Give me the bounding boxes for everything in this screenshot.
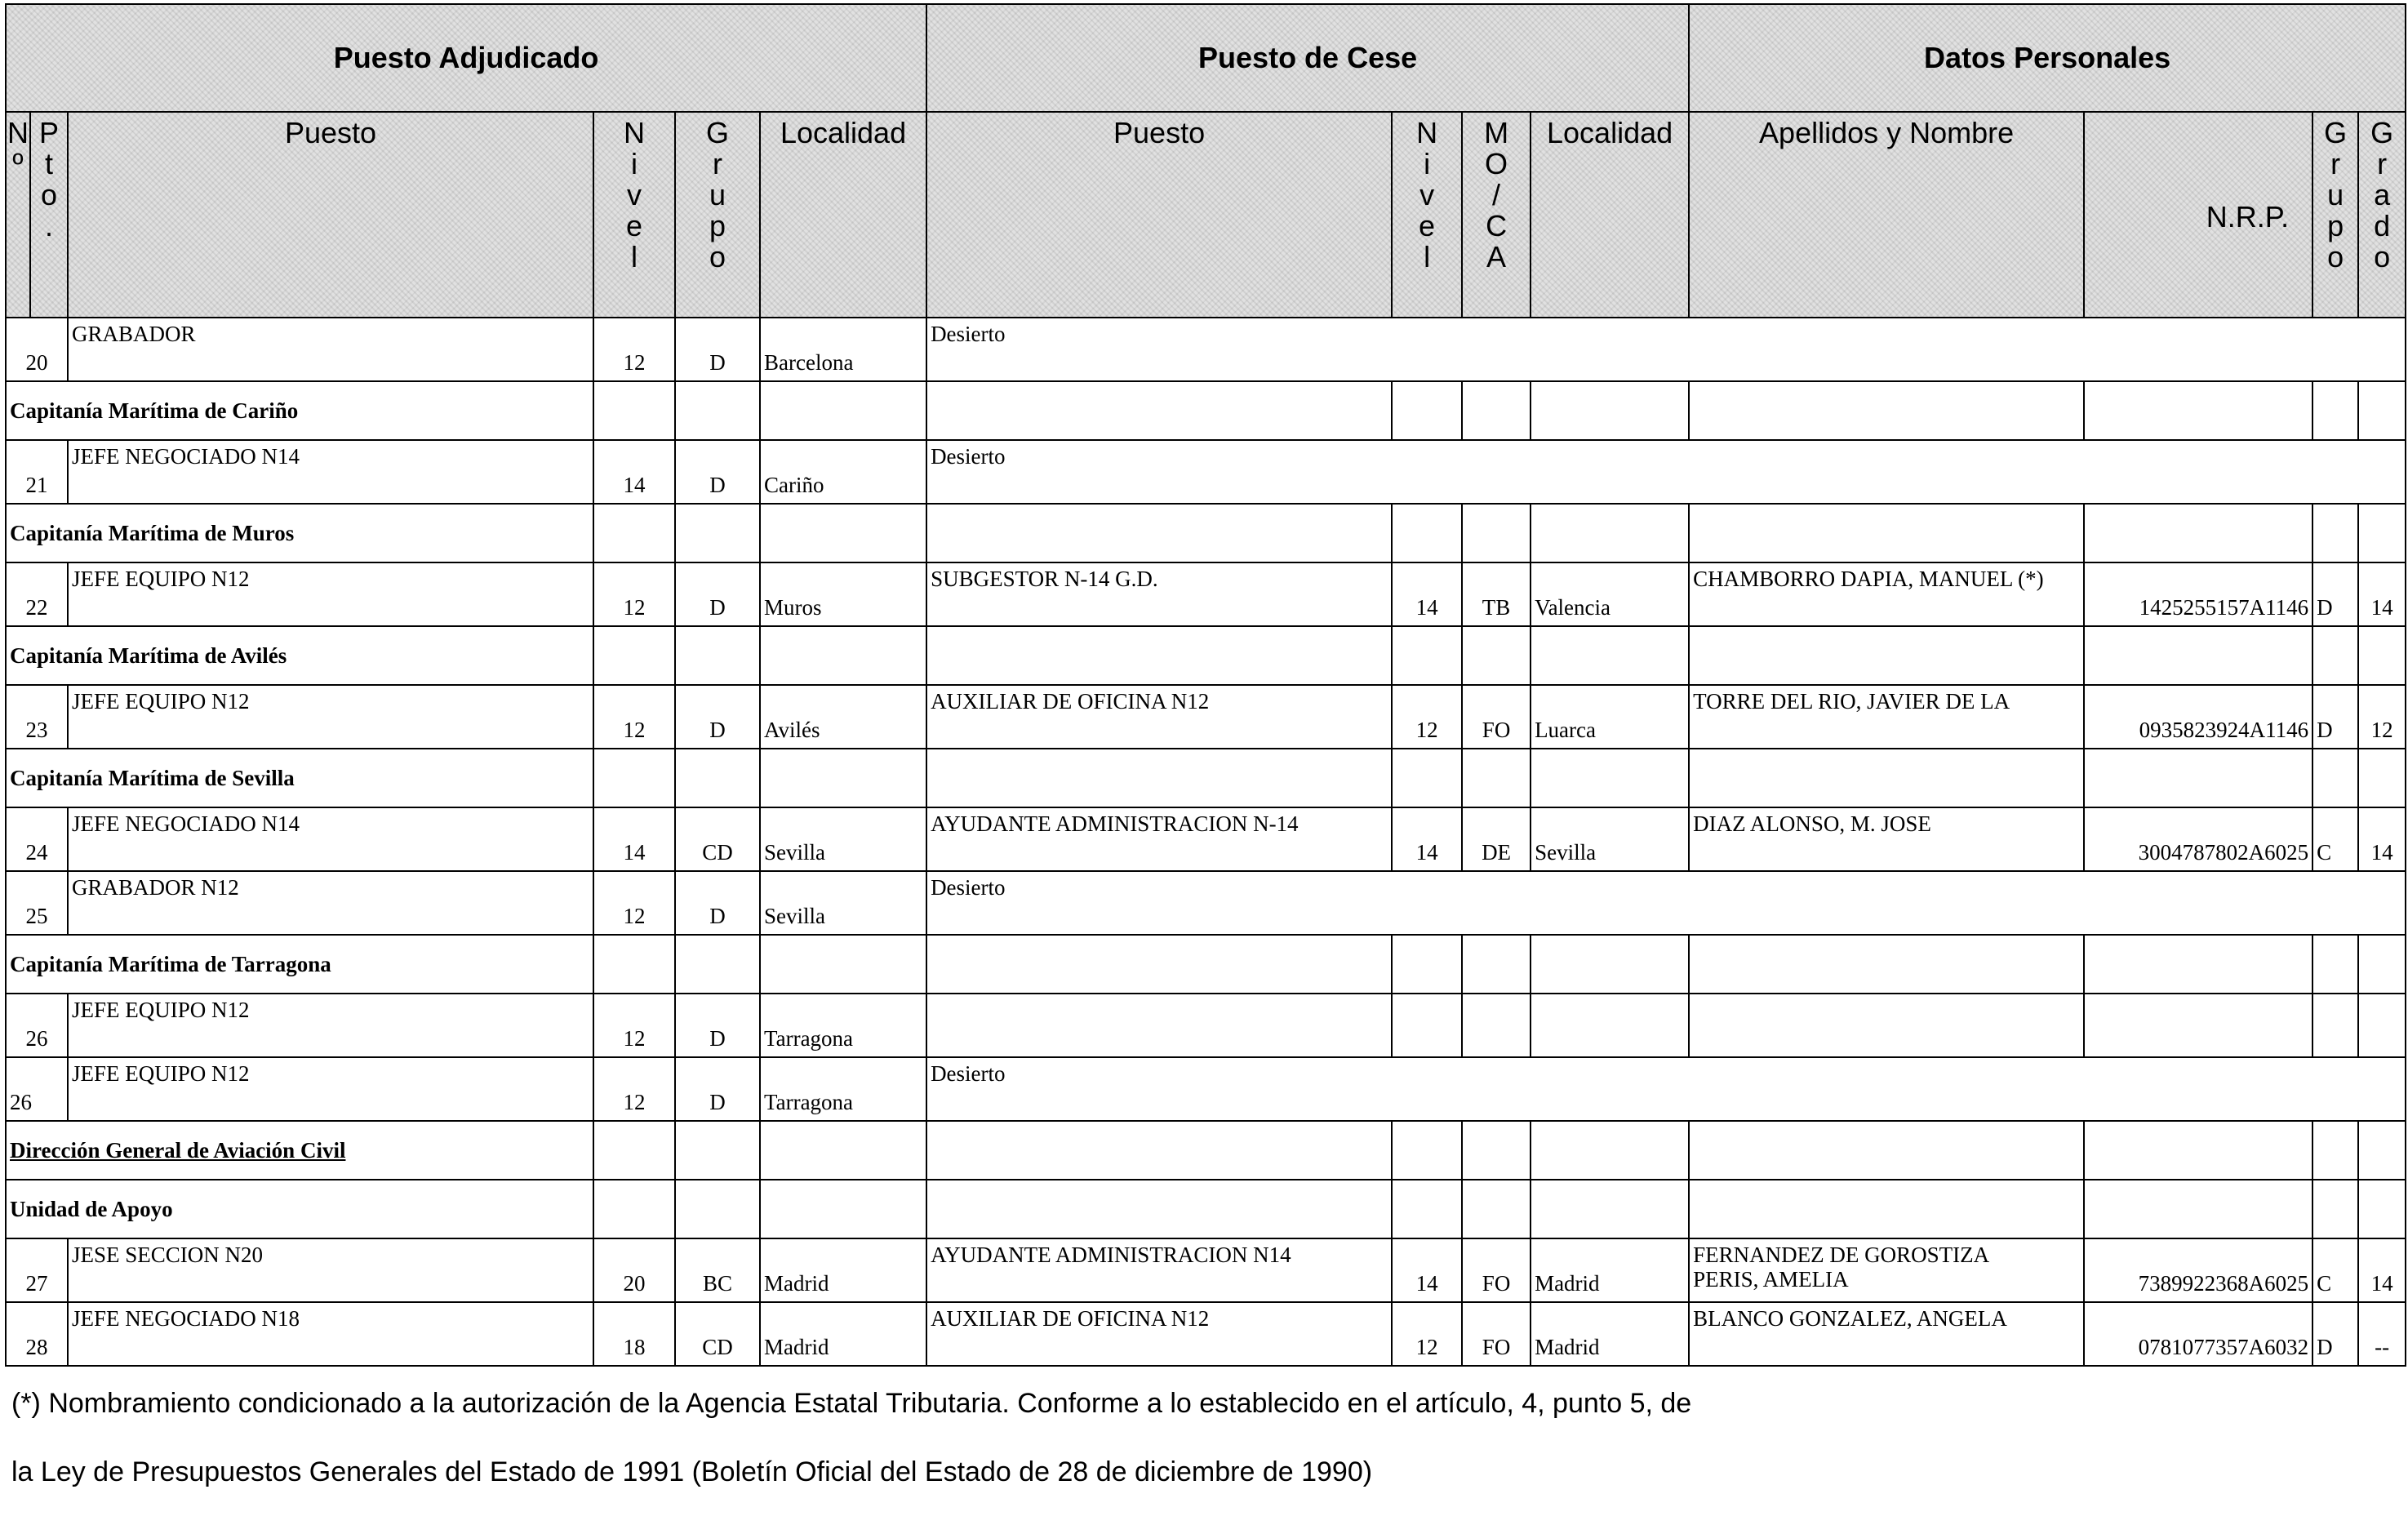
cese-puesto-cell: AUXILIAR DE OFICINA N12 [926, 1302, 1392, 1366]
empty-cell [2358, 749, 2406, 807]
cese-localidad-cell: Madrid [1531, 1302, 1689, 1366]
empty-cell [926, 626, 1392, 685]
empty-cell [2084, 504, 2312, 562]
nombre-cell: FERNANDEZ DE GOROSTIZA PERIS, AMELIA [1689, 1238, 2084, 1302]
empty-cell [1531, 504, 1689, 562]
table-row [6, 1238, 2406, 1302]
col-grado [2358, 112, 2406, 318]
empty-cell [2312, 749, 2358, 807]
cese-nivel-cell [1392, 994, 1462, 1057]
col-grupo-label: G r u p o [705, 116, 729, 273]
empty-cell [2358, 935, 2406, 994]
section-row [6, 626, 2406, 685]
cese-nivel-cell: 12 [1392, 1302, 1462, 1366]
footnotes [11, 1388, 1691, 1525]
row-number: 28 [6, 1302, 68, 1366]
empty-cell [1689, 1180, 2084, 1238]
grado-cell: 14 [2358, 1238, 2406, 1302]
grado-cell: -- [2358, 1302, 2406, 1366]
group-puesto-cese: Puesto de Cese [926, 4, 1689, 112]
empty-cell [1462, 381, 1531, 440]
row-number: 26 [6, 994, 68, 1057]
empty-cell [1462, 749, 1531, 807]
localidad-cell: Tarragona [760, 1057, 926, 1121]
cese-status: Desierto [926, 318, 2406, 381]
localidad-cell: Madrid [760, 1302, 926, 1366]
cese-nivel-cell: 14 [1392, 807, 1462, 871]
nivel-cell: 12 [593, 685, 675, 749]
empty-cell [926, 749, 1392, 807]
cese-status: Desierto [926, 871, 2406, 935]
row-number: 23 [6, 685, 68, 749]
section-title: Capitanía Marítima de Tarragona [6, 935, 593, 994]
section-title: Capitanía Marítima de Muros [6, 504, 593, 562]
row-number: 27 [6, 1238, 68, 1302]
section-row [6, 935, 2406, 994]
row-number: 22 [6, 562, 68, 626]
empty-cell [1462, 1180, 1531, 1238]
grupo-cell: CD [675, 1302, 760, 1366]
table-row [6, 807, 2406, 871]
empty-cell [2358, 626, 2406, 685]
grupo-cell: D [675, 1057, 760, 1121]
group-header-row [6, 4, 2406, 112]
empty-cell [593, 381, 675, 440]
empty-cell [2084, 381, 2312, 440]
localidad-cell: Barcelona [760, 318, 926, 381]
empty-cell [1392, 1180, 1462, 1238]
table-row [6, 1057, 2406, 1121]
empty-cell [1531, 935, 1689, 994]
empty-cell [2312, 504, 2358, 562]
empty-cell [1392, 504, 1462, 562]
group-datos-personales: Datos Personales [1689, 4, 2406, 112]
section-row [6, 1121, 2406, 1180]
empty-cell [2312, 935, 2358, 994]
row-number: 21 [6, 440, 68, 504]
empty-cell [2312, 1180, 2358, 1238]
col-localidad-cese: Localidad [1531, 112, 1689, 318]
localidad-cell: Sevilla [760, 871, 926, 935]
section-title: Capitanía Marítima de Cariño [6, 381, 593, 440]
assignments-table [5, 3, 2406, 1367]
empty-cell [760, 381, 926, 440]
cese-status: Desierto [926, 1057, 2406, 1121]
empty-cell [2084, 626, 2312, 685]
empty-cell [2358, 1180, 2406, 1238]
col-nrp: N.R.P. [2084, 112, 2312, 318]
grupo-cell: D [675, 562, 760, 626]
group-puesto-adjudicado: Puesto Adjudicado [6, 4, 926, 112]
grupo-personal-cell: D [2312, 685, 2358, 749]
col-apellidos: Apellidos y Nombre [1689, 112, 2084, 318]
row-number: 25 [6, 871, 68, 935]
cese-puesto-cell [926, 994, 1392, 1057]
cese-nivel-cell: 14 [1392, 562, 1462, 626]
col-nivel-label: N i v e l [624, 116, 645, 273]
col-moca-label: M O / C A [1484, 116, 1509, 273]
empty-cell [926, 1180, 1392, 1238]
empty-cell [1462, 935, 1531, 994]
table-row [6, 1302, 2406, 1366]
empty-cell [2312, 381, 2358, 440]
section-row [6, 381, 2406, 440]
nrp-cell: 3004787802A6025 [2084, 807, 2312, 871]
empty-cell [760, 935, 926, 994]
section-title: Capitanía Marítima de Sevilla [6, 749, 593, 807]
cese-nivel-cell: 12 [1392, 685, 1462, 749]
empty-cell [593, 935, 675, 994]
empty-cell [1392, 626, 1462, 685]
grupo-cell: BC [675, 1238, 760, 1302]
section-row [6, 504, 2406, 562]
col-puesto-cese: Puesto [926, 112, 1392, 318]
grupo-personal-cell: D [2312, 562, 2358, 626]
moca-cell: FO [1462, 685, 1531, 749]
grupo-cell: D [675, 994, 760, 1057]
nombre-cell: CHAMBORRO DAPIA, MANUEL (*) [1689, 562, 2084, 626]
empty-cell [760, 749, 926, 807]
nombre-cell: DIAZ ALONSO, M. JOSE [1689, 807, 2084, 871]
column-header-row [6, 112, 2406, 318]
col-grado-label: G r a d o [2370, 116, 2394, 273]
empty-cell [593, 1121, 675, 1180]
empty-cell [675, 749, 760, 807]
empty-cell [675, 504, 760, 562]
empty-cell [1689, 749, 2084, 807]
empty-cell [760, 1180, 926, 1238]
col-moca [1462, 112, 1531, 318]
nivel-cell: 12 [593, 318, 675, 381]
empty-cell [1392, 749, 1462, 807]
nivel-cell: 20 [593, 1238, 675, 1302]
col-pto [30, 112, 68, 318]
cese-status: Desierto [926, 440, 2406, 504]
table-row [6, 562, 2406, 626]
empty-cell [1531, 1180, 1689, 1238]
empty-cell [1392, 381, 1462, 440]
col-grupo [675, 112, 760, 318]
empty-cell [675, 1121, 760, 1180]
nombre-cell: BLANCO GONZALEZ, ANGELA [1689, 1302, 2084, 1366]
empty-cell [1531, 626, 1689, 685]
empty-cell [926, 381, 1392, 440]
cese-localidad-cell [1531, 994, 1689, 1057]
empty-cell [675, 626, 760, 685]
empty-cell [2084, 935, 2312, 994]
empty-cell [2084, 1121, 2312, 1180]
moca-cell: FO [1462, 1302, 1531, 1366]
puesto-cell: JEFE EQUIPO N12 [68, 994, 593, 1057]
cese-nivel-cell: 14 [1392, 1238, 1462, 1302]
section-title: Unidad de Apoyo [6, 1180, 593, 1238]
grupo-cell: D [675, 440, 760, 504]
empty-cell [593, 504, 675, 562]
puesto-cell: JEFE NEGOCIADO N18 [68, 1302, 593, 1366]
row-number: 20 [6, 318, 68, 381]
empty-cell [760, 504, 926, 562]
empty-cell [1531, 1121, 1689, 1180]
empty-cell [1689, 381, 2084, 440]
empty-cell [1689, 935, 2084, 994]
empty-cell [593, 626, 675, 685]
grado-cell [2358, 994, 2406, 1057]
footnote-line-2: la Ley de Presupuestos Generales del Estado de 1991 (Boletín Oficial del Estado de 28 de diciembre de 1990) [11, 1456, 1373, 1487]
puesto-cell: JEFE NEGOCIADO N14 [68, 807, 593, 871]
col-grupo-personal-label: G r u p o [2324, 116, 2348, 273]
empty-cell [1392, 1121, 1462, 1180]
cese-puesto-cell: AYUDANTE ADMINISTRACION N14 [926, 1238, 1392, 1302]
grupo-cell: D [675, 685, 760, 749]
empty-cell [1531, 381, 1689, 440]
cese-localidad-cell: Luarca [1531, 685, 1689, 749]
puesto-cell: GRABADOR [68, 318, 593, 381]
grupo-personal-cell [2312, 994, 2358, 1057]
empty-cell [1462, 504, 1531, 562]
empty-cell [675, 381, 760, 440]
nivel-cell: 18 [593, 1302, 675, 1366]
empty-cell [926, 504, 1392, 562]
nrp-cell [2084, 994, 2312, 1057]
puesto-cell: JESE SECCION N20 [68, 1238, 593, 1302]
empty-cell [760, 626, 926, 685]
cese-localidad-cell: Valencia [1531, 562, 1689, 626]
nivel-cell: 12 [593, 871, 675, 935]
nrp-cell: 0935823924A1146 [2084, 685, 2312, 749]
col-nivel-cese-label: N i v e l [1416, 116, 1438, 273]
section-row [6, 1180, 2406, 1238]
cese-localidad-cell: Sevilla [1531, 807, 1689, 871]
col-grupo-personal [2312, 112, 2358, 318]
empty-cell [2358, 504, 2406, 562]
empty-cell [1462, 626, 1531, 685]
empty-cell [1392, 935, 1462, 994]
empty-cell [2312, 1121, 2358, 1180]
empty-cell [1689, 1121, 2084, 1180]
localidad-cell: Madrid [760, 1238, 926, 1302]
cese-puesto-cell: SUBGESTOR N-14 G.D. [926, 562, 1392, 626]
row-number: 26 [6, 1057, 68, 1121]
nivel-cell: 12 [593, 562, 675, 626]
col-nivel-cese [1392, 112, 1462, 318]
col-pto-label: P t o . [38, 116, 59, 242]
grupo-personal-cell: C [2312, 1238, 2358, 1302]
empty-cell [2312, 626, 2358, 685]
cese-localidad-cell: Madrid [1531, 1238, 1689, 1302]
table-row [6, 994, 2406, 1057]
empty-cell [1462, 1121, 1531, 1180]
nrp-cell: 0781077357A6032 [2084, 1302, 2312, 1366]
grado-cell: 12 [2358, 685, 2406, 749]
puesto-cell: JEFE EQUIPO N12 [68, 562, 593, 626]
empty-cell [1531, 749, 1689, 807]
grupo-cell: D [675, 871, 760, 935]
nrp-cell: 7389922368A6025 [2084, 1238, 2312, 1302]
empty-cell [760, 1121, 926, 1180]
table-row [6, 871, 2406, 935]
empty-cell [675, 935, 760, 994]
empty-cell [1689, 504, 2084, 562]
section-row [6, 749, 2406, 807]
localidad-cell: Avilés [760, 685, 926, 749]
nivel-cell: 14 [593, 440, 675, 504]
grupo-personal-cell: D [2312, 1302, 2358, 1366]
col-puesto: Puesto [68, 112, 593, 318]
empty-cell [2084, 1180, 2312, 1238]
moca-cell: TB [1462, 562, 1531, 626]
empty-cell [1689, 626, 2084, 685]
col-nivel [593, 112, 675, 318]
puesto-cell: GRABADOR N12 [68, 871, 593, 935]
section-title: Capitanía Marítima de Avilés [6, 626, 593, 685]
grupo-cell: D [675, 318, 760, 381]
nombre-cell: TORRE DEL RIO, JAVIER DE LA [1689, 685, 2084, 749]
col-no [6, 112, 30, 318]
section-title: Dirección General de Aviación Civil [6, 1121, 593, 1180]
grado-cell: 14 [2358, 562, 2406, 626]
empty-cell [2358, 381, 2406, 440]
col-no-label: N º [7, 116, 29, 180]
row-number: 24 [6, 807, 68, 871]
empty-cell [675, 1180, 760, 1238]
empty-cell [593, 1180, 675, 1238]
empty-cell [593, 749, 675, 807]
localidad-cell: Sevilla [760, 807, 926, 871]
puesto-cell: JEFE NEGOCIADO N14 [68, 440, 593, 504]
moca-cell [1462, 994, 1531, 1057]
moca-cell: DE [1462, 807, 1531, 871]
cese-puesto-cell: AUXILIAR DE OFICINA N12 [926, 685, 1392, 749]
empty-cell [926, 935, 1392, 994]
nivel-cell: 12 [593, 994, 675, 1057]
empty-cell [2084, 749, 2312, 807]
puesto-cell: JEFE EQUIPO N12 [68, 685, 593, 749]
nivel-cell: 12 [593, 1057, 675, 1121]
table-row [6, 685, 2406, 749]
table-row [6, 440, 2406, 504]
localidad-cell: Tarragona [760, 994, 926, 1057]
empty-cell [2358, 1121, 2406, 1180]
grupo-personal-cell: C [2312, 807, 2358, 871]
cese-puesto-cell: AYUDANTE ADMINISTRACION N-14 [926, 807, 1392, 871]
personnel-table [5, 3, 2406, 1367]
col-localidad: Localidad [760, 112, 926, 318]
localidad-cell: Cariño [760, 440, 926, 504]
puesto-cell: JEFE EQUIPO N12 [68, 1057, 593, 1121]
footnote-line-1: (*) Nombramiento condicionado a la autorización de la Agencia Estatal Tributaria. Conforme a lo establecido en el artículo, 4, punto 5, de [11, 1388, 1692, 1419]
localidad-cell: Muros [760, 562, 926, 626]
empty-cell [926, 1121, 1392, 1180]
grado-cell: 14 [2358, 807, 2406, 871]
nombre-cell [1689, 994, 2084, 1057]
grupo-cell: CD [675, 807, 760, 871]
table-row [6, 318, 2406, 381]
moca-cell: FO [1462, 1238, 1531, 1302]
nivel-cell: 14 [593, 807, 675, 871]
nrp-cell: 1425255157A1146 [2084, 562, 2312, 626]
